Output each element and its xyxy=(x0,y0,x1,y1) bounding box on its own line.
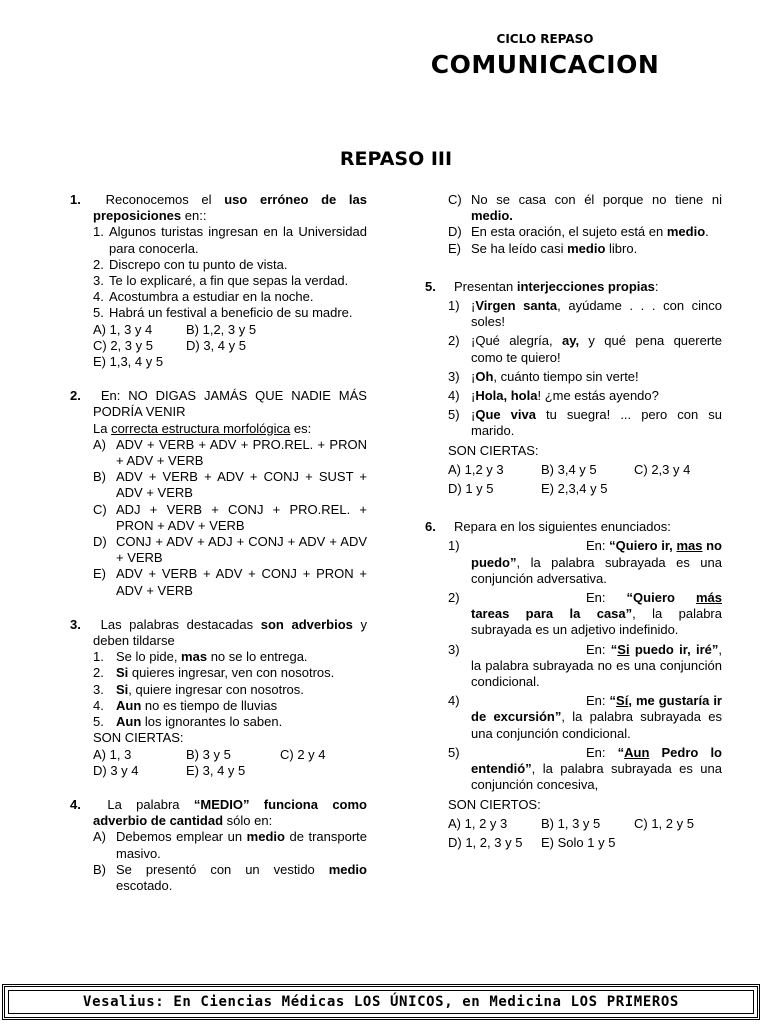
item-rest: , la palabra subrayada es una conjunción concesiva, xyxy=(471,761,722,793)
item-bold: Aun xyxy=(116,697,142,713)
question-stem xyxy=(93,797,367,829)
item-text xyxy=(116,714,367,730)
option-text: ADV + VERB + ADV + CONJ + PRON + ADV + VERB xyxy=(116,566,367,598)
question-stem xyxy=(93,617,367,649)
quote-end: Pedro lo entendió” xyxy=(471,744,722,777)
footer-banner xyxy=(2,984,760,1020)
item-number: 4. xyxy=(93,697,104,713)
item-number: 4. xyxy=(93,289,104,305)
item-text xyxy=(471,642,722,691)
quote-end: puedo ir, iré” xyxy=(629,641,719,657)
stem-text: Repara en los siguientes enunciados: xyxy=(454,519,671,535)
question-number: 3. xyxy=(70,616,81,632)
answer-options xyxy=(448,835,722,851)
item-post: , ayúdame . . . con cinco soles! xyxy=(471,298,723,330)
item-rest: , la palabra subrayada es una conjunción adversativa. xyxy=(471,554,722,586)
question-5 xyxy=(425,279,722,295)
stem-text: : xyxy=(654,278,659,294)
answer-option xyxy=(448,224,722,240)
option-post: . xyxy=(705,224,709,240)
item-bold: Que viva xyxy=(475,407,536,423)
option-letter: E) xyxy=(93,566,106,582)
answer-option: C) 2, 3 y 5 xyxy=(93,337,153,353)
q4-body-right xyxy=(448,192,722,257)
list-item xyxy=(448,407,722,439)
quote-start: “ xyxy=(609,693,617,709)
option-letter: A) xyxy=(93,436,106,452)
item-number: 2) xyxy=(448,333,460,349)
answer-option: E) 3, 4 y 5 xyxy=(186,762,246,778)
item-bold: Hola, hola xyxy=(475,388,538,404)
question-number: 2. xyxy=(70,388,81,404)
item-text: Acostumbra a estudiar en la noche. xyxy=(109,289,314,305)
option-letter: A) xyxy=(93,829,106,845)
answer-options xyxy=(448,816,722,832)
list-item xyxy=(93,714,367,730)
option-text xyxy=(471,224,722,240)
q3-body xyxy=(93,649,367,779)
list-item xyxy=(448,388,722,404)
underlined-word: mas xyxy=(676,538,703,554)
item-number: 5. xyxy=(93,714,104,730)
list-item xyxy=(93,273,367,289)
item-text: Algunos turistas ingresan en la Universidad para conocerla. xyxy=(109,224,367,256)
option-post: escotado. xyxy=(116,877,173,893)
son-ciertas-label: SON CIERTAS: xyxy=(448,442,539,458)
underlined-word: Aun xyxy=(624,744,650,760)
answer-option: C) 2,3 y 4 xyxy=(634,461,691,477)
item-number: 4) xyxy=(448,388,460,404)
list-item xyxy=(93,698,367,714)
item-bold: Virgen santa xyxy=(475,298,558,314)
q6-body xyxy=(448,538,722,851)
page-title: REPASO III xyxy=(339,148,453,170)
stem-text: y deben tildarse xyxy=(93,616,367,649)
q2-lead xyxy=(93,421,367,437)
answer-option xyxy=(93,534,367,566)
option-text xyxy=(116,862,367,894)
option-bold: medio. xyxy=(471,208,513,224)
item-text xyxy=(471,693,722,742)
stem-bold: son adverbios xyxy=(260,616,353,632)
item-text xyxy=(471,538,722,587)
option-text: ADV + VERB + ADV + PRO.REL. + PRON + ADV + VERB xyxy=(116,436,367,469)
answer-option: D) 1, 2, 3 y 5 xyxy=(448,834,523,850)
option-letter: B) xyxy=(93,469,106,485)
list-item xyxy=(448,693,722,742)
option-letter: D) xyxy=(93,534,107,550)
right-column xyxy=(425,192,722,851)
answer-option xyxy=(93,469,367,501)
answer-option: C) 2 y 4 xyxy=(280,746,326,762)
option-text xyxy=(471,241,722,257)
option-pre: En esta oración, el sujeto está en xyxy=(471,224,667,240)
answer-option: E) Solo 1 y 5 xyxy=(541,834,616,850)
lead-underlined: correcta estructura morfológica xyxy=(111,420,291,436)
item-rest: , la palabra subrayada es un adjetivo indefinido. xyxy=(471,606,722,638)
cycle-label: CICLO REPASO xyxy=(496,32,594,46)
answer-option: A) 1, 2 y 3 xyxy=(448,815,508,831)
quote-start: “ xyxy=(617,744,625,760)
answer-option xyxy=(93,829,367,861)
son-ciertos-label: SON CIERTOS: xyxy=(448,796,541,812)
answer-option xyxy=(93,502,367,534)
option-bold: medio xyxy=(666,224,706,240)
underlined-word: Si xyxy=(617,641,630,657)
stem-bold: uso erróneo de las preposiciones xyxy=(93,192,367,224)
lead-text: La xyxy=(93,420,112,436)
left-column xyxy=(70,192,367,894)
quote-start: “Quiero ir, xyxy=(609,538,677,554)
item-post: no es tiempo de lluvias xyxy=(141,697,278,713)
item-number: 1. xyxy=(93,224,104,240)
item-text: Discrepo con tu punto de vista. xyxy=(109,256,288,272)
item-text xyxy=(471,745,722,794)
question-6 xyxy=(425,519,722,535)
answer-option: D) 3 y 4 xyxy=(93,762,139,778)
item-post: ! ¿me estás ayendo? xyxy=(537,388,659,404)
quote-end: no puedo” xyxy=(471,538,722,570)
en-label: En: xyxy=(586,693,606,709)
answer-options xyxy=(93,763,367,779)
answer-option xyxy=(93,862,367,894)
answer-options xyxy=(448,481,722,497)
option-letter: B) xyxy=(93,861,106,877)
stem-bold: interjecciones propias xyxy=(516,278,655,294)
list-item xyxy=(448,369,722,385)
option-post: libro. xyxy=(605,240,638,256)
answer-option: B) 1, 3 y 5 xyxy=(541,815,601,831)
answer-options xyxy=(93,747,367,763)
item-text xyxy=(471,369,722,385)
answer-option: E) 2,3,4 y 5 xyxy=(541,481,608,497)
list-item xyxy=(93,305,367,321)
answer-option: A) 1, 3 y 4 xyxy=(93,321,153,337)
list-item xyxy=(448,590,722,639)
lead-text: es: xyxy=(290,420,312,436)
item-number: 5. xyxy=(93,305,104,321)
item-number: 2) xyxy=(448,590,460,606)
question-number: 1. xyxy=(70,192,81,207)
list-item xyxy=(448,642,722,691)
item-bold: Si xyxy=(116,681,129,697)
list-item xyxy=(448,333,722,365)
item-post: , quiere ingresar con nosotros. xyxy=(128,681,304,697)
answer-option xyxy=(93,437,367,469)
footer-text: Vesalius: En Ciencias Médicas LOS ÚNICOS, en Medicina LOS PRIMEROS xyxy=(8,990,754,1014)
stem-text: sólo en: xyxy=(223,813,273,829)
item-number: 5) xyxy=(448,744,460,760)
list-item xyxy=(93,289,367,305)
item-text xyxy=(116,649,367,665)
list-item xyxy=(448,538,722,587)
answer-options xyxy=(448,462,722,478)
option-pre: Debemos emplear un xyxy=(116,829,247,845)
item-text: Te lo explicaré, a fin que sepas la verdad. xyxy=(109,273,349,289)
question-number: 4. xyxy=(70,796,81,812)
question-2 xyxy=(70,388,367,420)
item-bold: Si xyxy=(116,665,129,681)
item-text xyxy=(471,590,722,639)
list-item xyxy=(93,682,367,698)
item-number: 3) xyxy=(448,368,460,384)
quote-start: “ xyxy=(610,641,618,657)
son-ciertas-label: SON CIERTAS: xyxy=(93,730,184,746)
item-text xyxy=(116,665,367,681)
en-label: En: xyxy=(586,590,606,606)
option-letter: E) xyxy=(448,240,461,256)
item-post: no se lo entrega. xyxy=(207,649,308,665)
item-number: 1) xyxy=(448,298,460,314)
item-number: 3. xyxy=(93,273,104,289)
item-pre: ¡ xyxy=(471,388,476,404)
item-post: , cuánto tiempo sin verte! xyxy=(493,368,639,384)
item-number: 1) xyxy=(448,538,460,554)
question-stem xyxy=(454,519,722,535)
question-stem xyxy=(93,388,367,420)
item-text xyxy=(471,388,722,404)
item-number: 3) xyxy=(448,641,460,657)
quoted-sentence xyxy=(611,642,719,657)
item-text xyxy=(471,298,722,330)
question-stem xyxy=(93,192,367,224)
option-text: ADJ + VERB + CONJ + PRO.REL. + PRON + ADV + VERB xyxy=(116,501,367,533)
option-pre: Se presentó con un vestido xyxy=(116,861,329,877)
question-number: 5. xyxy=(425,278,436,294)
option-text: CONJ + ADV + ADJ + CONJ + ADV + ADV + VERB xyxy=(116,534,367,566)
answer-option: D) 3, 4 y 5 xyxy=(186,337,246,353)
stem-text: en:: xyxy=(181,208,207,224)
item-text: Habrá un festival a beneficio de su madre. xyxy=(109,305,353,321)
item-post: y qué pena quererte como te quiero! xyxy=(471,333,722,365)
answer-options xyxy=(93,322,367,338)
answer-option xyxy=(448,241,722,257)
item-post: tu suegra! ... pero con su marido. xyxy=(471,407,723,439)
option-post: de transporte masivo. xyxy=(116,829,367,861)
stem-text: Las palabras destacadas xyxy=(100,616,261,632)
item-bold: Oh xyxy=(475,368,494,384)
underlined-word: más xyxy=(695,590,722,606)
en-label: En: xyxy=(586,744,606,760)
item-number: 4) xyxy=(448,693,460,709)
answer-option: B) 1,2, 3 y 5 xyxy=(186,321,257,337)
option-letter: D) xyxy=(448,224,462,240)
course-title: COMUNICACION xyxy=(430,50,660,79)
item-bold: ay, xyxy=(561,333,580,349)
answer-option: E) 1,3, 4 y 5 xyxy=(93,354,164,370)
option-letter: C) xyxy=(448,192,462,207)
en-label: En: xyxy=(586,641,606,657)
stem-text: En: NO DIGAS JAMÁS QUE NADIE MÁS PODRÍA VENIR xyxy=(93,388,367,420)
answer-option: B) 3,4 y 5 xyxy=(541,461,597,477)
item-pre: ¡ xyxy=(471,407,476,423)
option-text: ADV + VERB + ADV + CONJ + SUST + ADV + VERB xyxy=(116,469,367,501)
answer-options xyxy=(93,338,367,354)
answer-option xyxy=(93,566,367,598)
quote-end: , me gustaría ir de excursión” xyxy=(471,693,722,725)
question-number: 6. xyxy=(425,519,436,535)
question-stem xyxy=(454,279,722,295)
quote-start: “Quiero xyxy=(626,590,696,606)
item-pre: ¡ xyxy=(471,368,476,384)
item-rest: , la palabra subrayada no es una conjunción condicional. xyxy=(471,641,722,690)
option-text xyxy=(116,829,367,861)
quote-end: tareas para la casa” xyxy=(471,606,633,622)
question-4 xyxy=(70,797,367,829)
list-item xyxy=(93,224,367,256)
item-text xyxy=(116,682,367,698)
q4-body-left xyxy=(93,829,367,894)
stem-text: La palabra xyxy=(107,796,194,812)
answer-option: A) 1, 3 xyxy=(93,746,132,762)
underlined-word: Sí xyxy=(616,693,629,709)
option-text xyxy=(471,192,722,224)
item-pre: ¡Qué alegría, xyxy=(471,333,562,349)
answer-option: D) 1 y 5 xyxy=(448,481,494,497)
item-post: quieres ingresar, ven con nosotros. xyxy=(128,665,335,681)
list-item xyxy=(448,298,722,330)
item-number: 5) xyxy=(448,407,460,423)
en-label: En: xyxy=(586,538,606,554)
list-item xyxy=(93,665,367,681)
option-bold: medio xyxy=(246,829,285,845)
list-item xyxy=(93,257,367,273)
option-pre: Se ha leído casi xyxy=(471,240,568,256)
item-pre: ¡ xyxy=(471,298,476,314)
item-post: los ignorantes lo saben. xyxy=(141,714,283,730)
item-text xyxy=(116,698,367,714)
answer-option: C) 1, 2 y 5 xyxy=(634,815,694,831)
stem-bold: “MEDIO” funciona como adverbio de cantidad xyxy=(93,796,367,829)
answer-option: A) 1,2 y 3 xyxy=(448,461,504,477)
item-number: 2. xyxy=(93,256,104,272)
item-bold: mas xyxy=(181,649,208,665)
question-3 xyxy=(70,617,367,649)
item-number: 3. xyxy=(93,681,104,697)
stem-text: Presentan xyxy=(454,278,517,294)
item-number: 2. xyxy=(93,665,104,681)
item-number: 1. xyxy=(93,649,104,665)
item-text xyxy=(471,333,722,365)
q5-body xyxy=(448,298,722,497)
question-1 xyxy=(70,192,367,224)
q1-items xyxy=(93,224,367,370)
answer-option: B) 3 y 5 xyxy=(186,746,231,762)
list-item xyxy=(93,649,367,665)
item-bold: Aun xyxy=(116,714,142,730)
option-bold: medio xyxy=(567,240,606,256)
item-text xyxy=(471,407,722,439)
list-item xyxy=(448,745,722,794)
option-pre: No se casa con él porque no tiene ni xyxy=(471,192,722,207)
answer-option xyxy=(448,192,722,224)
option-bold: medio xyxy=(328,861,367,877)
option-letter: C) xyxy=(93,501,107,517)
stem-text: Reconocemos el xyxy=(105,192,225,207)
item-rest: , la palabra subrayada es una conjunción condicional. xyxy=(471,709,722,741)
item-pre: Se lo pide, xyxy=(116,649,182,665)
answer-options xyxy=(93,354,367,370)
q2-body xyxy=(93,421,367,599)
